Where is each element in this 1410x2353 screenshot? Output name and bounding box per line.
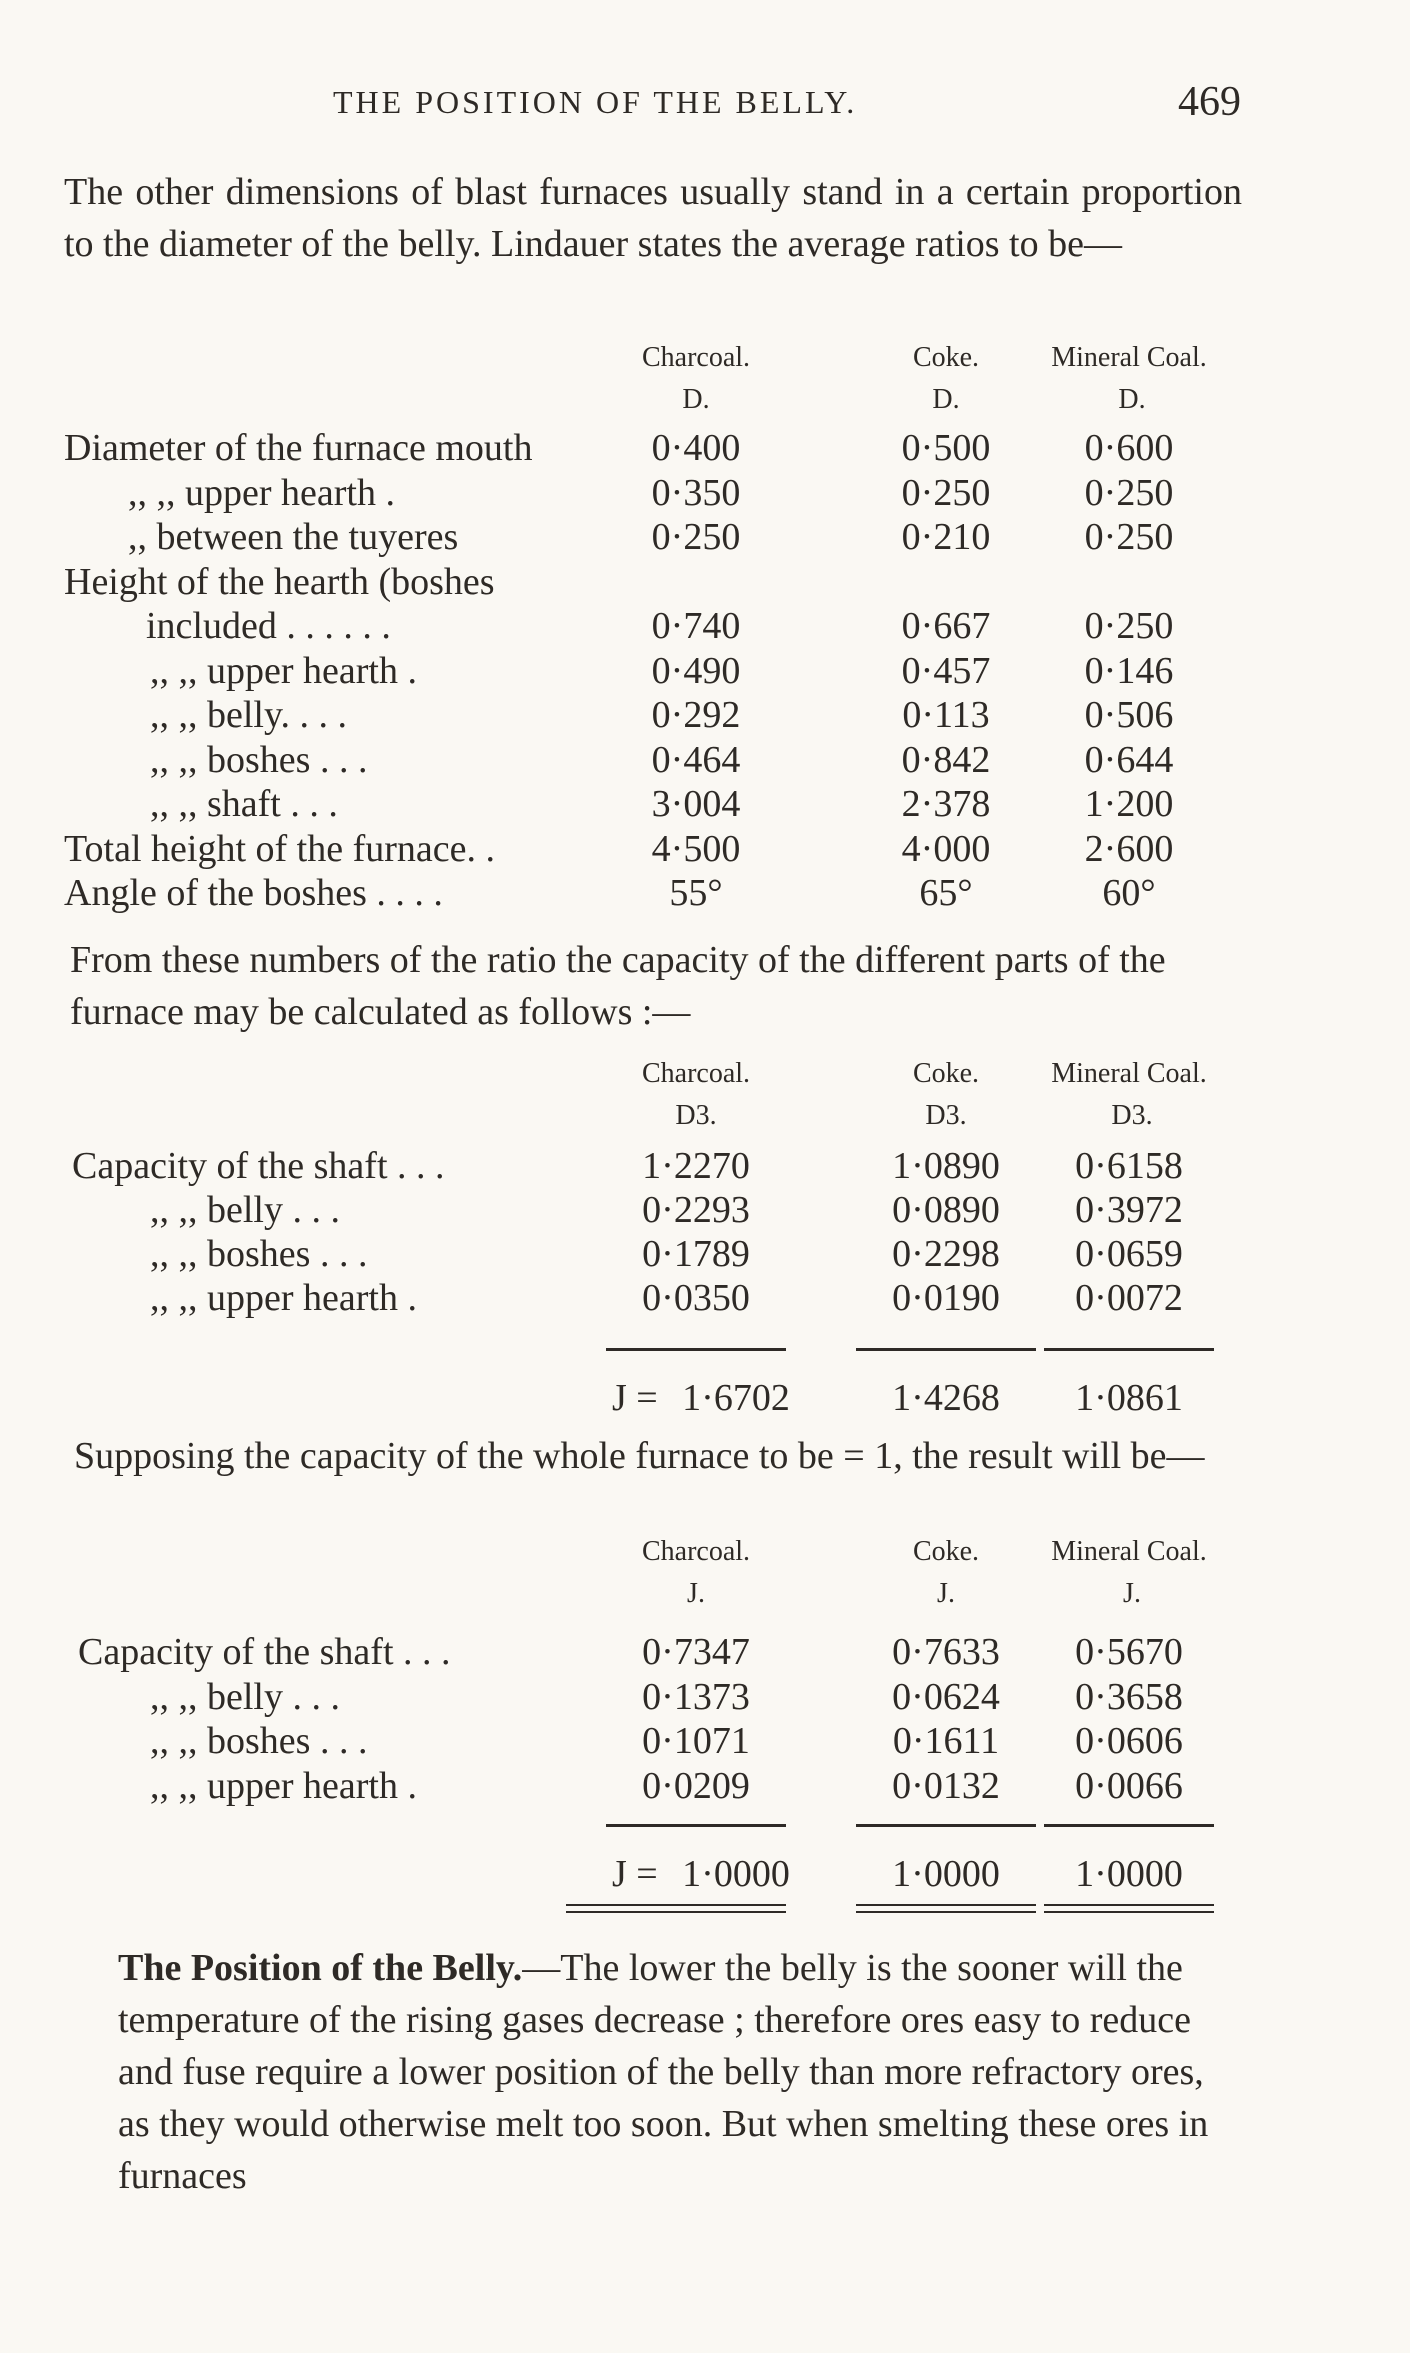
t1-cell: 0·250 [1084,605,1174,647]
t2-cell: 0·3972 [1075,1189,1183,1231]
t1-row-label: ,, ,, boshes . . . [150,738,368,781]
t2-col-coke: Coke. [912,1058,980,1089]
t1-cell: 1·200 [1084,783,1174,825]
t3-sum-rule [1044,1824,1214,1827]
t1-row-label: ,, ,, belly. . . . [150,694,348,736]
t1-cell: 0·250 [1084,471,1174,514]
t2-cell: 1·2270 [642,1145,750,1187]
t1-row-label: Angle of the boshes . . . . [64,872,443,914]
t2-cell: 0·0350 [642,1277,750,1319]
t3-col-coke: Coke. [912,1536,980,1567]
t3-total: 1·0000 [1075,1853,1183,1895]
t3-cell: 0·1373 [642,1675,750,1718]
t1-col-mineral: Mineral Coal. [1051,342,1207,373]
t1-cell: 65° [919,872,973,914]
t1-cell: 0·740 [651,605,741,647]
t2-cell: 0·6158 [1075,1145,1183,1187]
t1-cell: 55° [669,872,723,914]
t1-cell: 0·464 [651,738,741,781]
t2-cell: 0·0190 [892,1277,1000,1319]
t3-double-rule [856,1904,1036,1906]
running-head: THE POSITION OF THE BELLY. [333,84,858,120]
t1-cell: 0·250 [1084,516,1174,558]
t3-cell: 0·0606 [1075,1720,1183,1762]
section-heading: The Position of the Belly. [118,1947,523,1989]
t3-unit-charcoal: J. [687,1578,705,1609]
t1-row-label: Total height of the furnace. . [64,827,496,870]
t2-total: 1·4268 [892,1377,1000,1419]
t2-row-label: ,, ,, boshes . . . [150,1233,368,1275]
t1-cell: 0·210 [901,516,991,558]
t2-cell: 1·0890 [892,1145,1000,1187]
t2-cell: 0·0072 [1075,1277,1183,1319]
t1-col-charcoal: Charcoal. [641,342,751,373]
t1-cell: 0·500 [901,427,991,469]
t1-cell: 0·457 [901,649,991,692]
t2-sum-rule [1044,1348,1214,1351]
t1-cell: 0·490 [651,649,741,692]
t1-row-label: included . . . . . . [146,605,391,647]
t2-unit-mineral: D3. [1111,1100,1153,1131]
t3-col-mineral: Mineral Coal. [1051,1536,1207,1567]
t3-cell: 0·7633 [892,1631,1000,1673]
t1-cell: 0·292 [651,694,741,736]
t1-cell: 4·000 [901,827,991,870]
t1-cell: 2·600 [1084,827,1174,870]
t3-total: 1·0000 [682,1853,790,1895]
t2-col-mineral: Mineral Coal. [1051,1058,1207,1089]
t3-unit-coke: J. [937,1578,955,1609]
t1-cell: 60° [1102,872,1156,914]
t3-double-rule [566,1904,786,1906]
paragraph-supposing: Supposing the capacity of the whole furnace to be = 1, the result will be— [74,1435,1205,1477]
t1-unit-coke: D. [932,384,960,415]
t2-row-label: ,, ,, upper hearth . [150,1277,417,1319]
t3-sum-rule [606,1824,786,1827]
t3-cell: 0·1611 [892,1720,1000,1762]
t1-row-label: Height of the hearth (boshes [64,560,495,603]
closing-paragraph [118,1942,1242,2202]
t2-cell: 0·1789 [642,1233,750,1275]
t1-col-coke: Coke. [912,342,980,373]
t1-row-label: ,, between the tuyeres [128,516,459,558]
t2-col-charcoal: Charcoal. [641,1058,751,1089]
t3-double-rule [856,1911,1036,1913]
page-number: 469 [1178,79,1241,125]
t1-cell: 0·400 [651,427,741,469]
t1-unit-mineral: D. [1118,384,1146,415]
t3-cell: 0·0066 [1075,1764,1183,1807]
t3-cell: 0·7347 [642,1631,750,1673]
t1-cell: 0·644 [1084,738,1174,781]
t2-cell: 0·2298 [892,1233,1000,1275]
t3-row-label: ,, ,, upper hearth . [150,1764,417,1807]
t3-sum-rule [856,1824,1036,1827]
t1-cell: 0·350 [651,471,741,514]
t2-unit-coke: D3. [925,1100,967,1131]
t1-cell: 0·250 [901,471,991,514]
t1-cell: 2·378 [901,783,991,825]
t1-cell: 0·600 [1084,427,1174,469]
t3-cell: 0·0209 [642,1764,750,1807]
t3-double-rule [1044,1904,1214,1906]
t3-total-label: J = [612,1853,658,1895]
t1-cell: 0·842 [901,738,991,781]
t2-cell: 0·0659 [1075,1233,1183,1275]
t2-total-label: J = [612,1377,658,1419]
t2-total: 1·0861 [1075,1377,1183,1419]
t3-cell: 0·1071 [642,1720,750,1762]
t1-cell: 0·250 [651,516,741,558]
t2-unit-charcoal: D3. [675,1100,717,1131]
t1-cell: 0·113 [902,694,990,736]
t3-unit-mineral: J. [1123,1578,1141,1609]
closing-text: —The lower the belly is the sooner will the temperature of the rising gases decrease ; therefore ores easy to reduce and fuse require a lower position of the belly than more refractory ores, as they would otherwise melt too soon. But when smelting these ores in furnaces [118,1947,1209,2197]
t1-cell: 3·004 [651,783,741,825]
t3-cell: 0·3658 [1075,1675,1183,1718]
t2-cell: 0·2293 [642,1189,750,1231]
t1-row-label: ,, ,, shaft . . . [150,783,338,825]
t2-sum-rule [856,1348,1036,1351]
t1-cell: 0·146 [1084,649,1174,692]
t3-col-charcoal: Charcoal. [641,1536,751,1567]
t2-total: 1·6702 [682,1377,790,1419]
t2-sum-rule [606,1348,786,1351]
t3-cell: 0·5670 [1075,1631,1183,1673]
t1-row-label: ,, ,, upper hearth . [128,471,395,514]
t3-cell: 0·0132 [892,1764,1000,1807]
t3-double-rule [566,1911,786,1913]
t2-row-label: Capacity of the shaft . . . [72,1145,445,1187]
t1-cell: 0·506 [1084,694,1174,736]
t1-cell: 0·667 [901,605,991,647]
paragraph-capacity: From these numbers of the ratio the capacity of the different parts of the furnace may be calculated as follows :— [70,939,1166,1033]
t2-row-label: ,, ,, belly . . . [150,1189,340,1231]
t3-total: 1·0000 [892,1853,1000,1895]
t1-row-label: Diameter of the furnace mouth [64,427,533,469]
intro-paragraph: The other dimensions of blast furnaces usually stand in a certain proportion to the diameter of the belly. Lindauer states the average ratios to be— [64,171,1242,265]
t1-cell: 4·500 [651,827,741,870]
t3-cell: 0·0624 [892,1675,1000,1718]
t3-row-label: ,, ,, boshes . . . [150,1720,368,1762]
t3-row-label: ,, ,, belly . . . [150,1675,340,1718]
t3-row-label: Capacity of the shaft . . . [78,1631,451,1673]
t3-double-rule [1044,1911,1214,1913]
t1-unit-charcoal: D. [682,384,710,415]
t1-row-label: ,, ,, upper hearth . [150,649,417,692]
t2-cell: 0·0890 [892,1189,1000,1231]
